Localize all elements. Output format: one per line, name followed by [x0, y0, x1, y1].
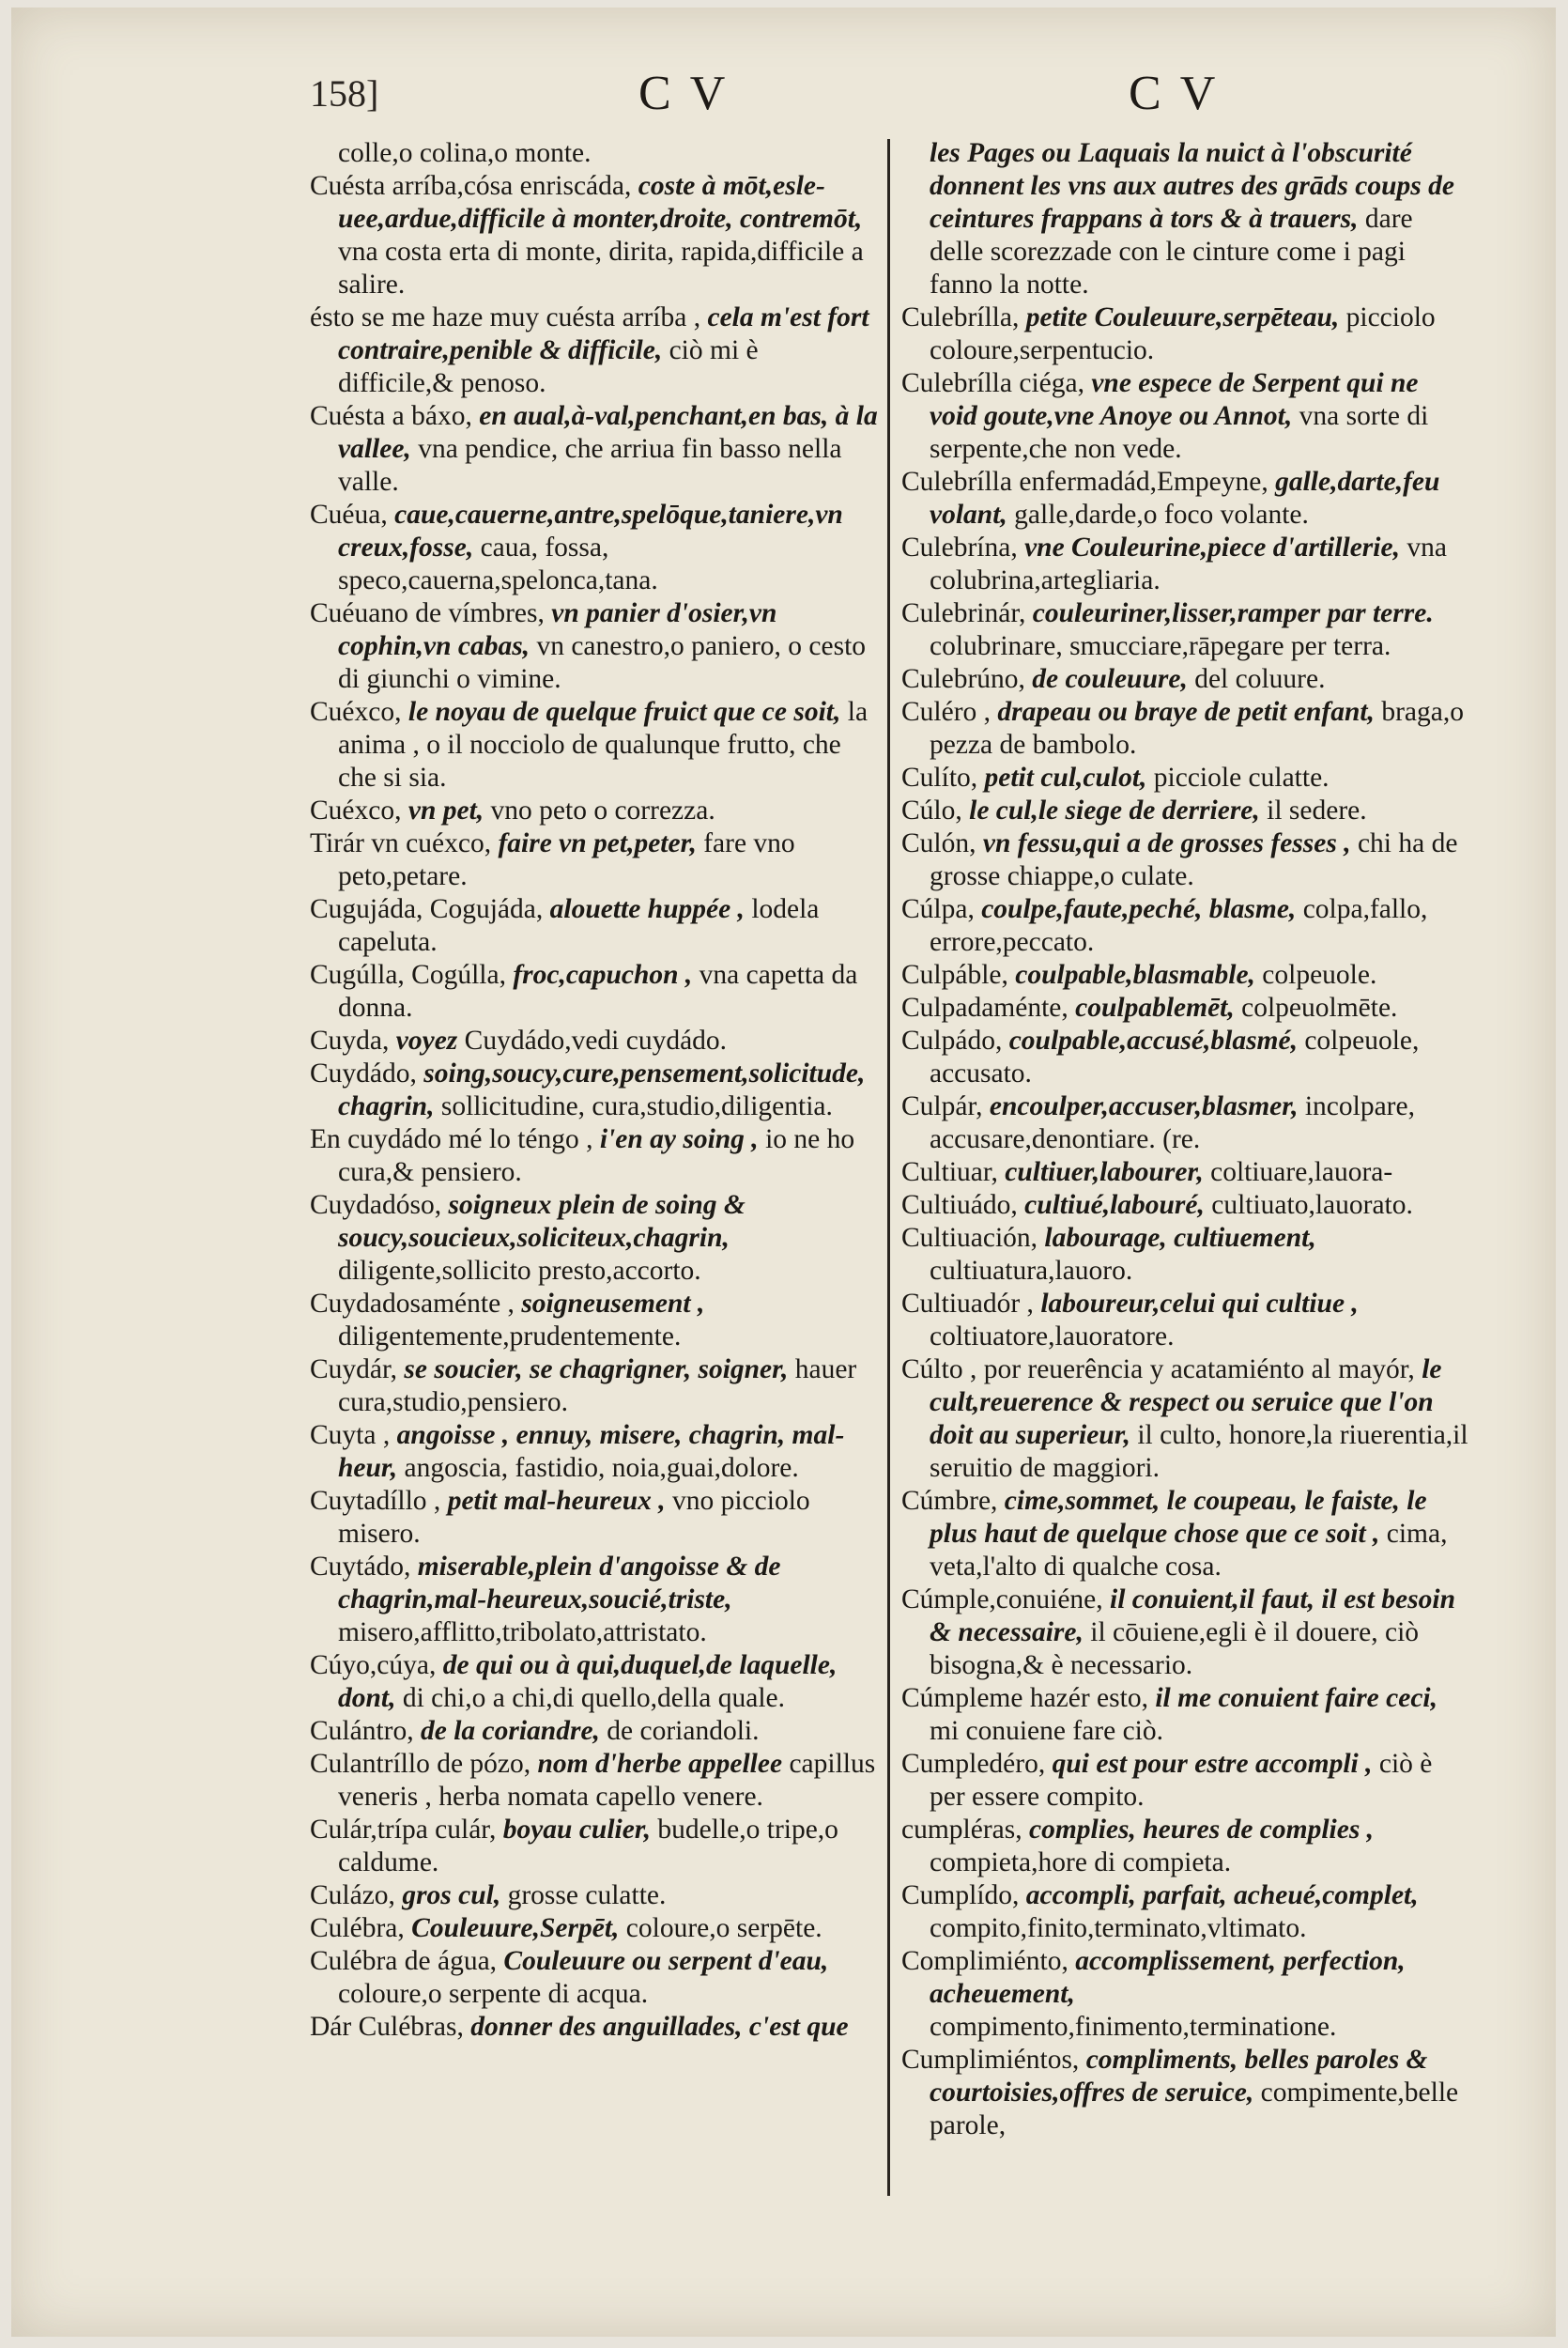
column-divider: [887, 139, 890, 2196]
italian-gloss: il cōuiene,egli è il douere, ciò bisogna,& è necessario.: [930, 1617, 1420, 1680]
headword: Cuéuano de vímbres,: [310, 598, 552, 628]
french-gloss: galle,darte,feu volant,: [930, 467, 1440, 530]
french-gloss: Couleuure,Serpēt,: [411, 1913, 626, 1943]
headword: Culéro ,: [901, 697, 998, 727]
french-gloss: accompli, parfait, acheué,complet,: [1025, 1880, 1419, 1910]
headword: Cúmbre,: [901, 1486, 1005, 1516]
headword: Cuytádo,: [310, 1552, 418, 1582]
dictionary-entry: [310, 499, 881, 597]
italian-gloss: vna capetta da donna.: [338, 960, 858, 1023]
dictionary-entry: [310, 1058, 881, 1123]
french-gloss: se soucier, se chagrigner, soigner,: [404, 1354, 795, 1384]
french-gloss: cime,sommet, le coupeau, le faiste, le plus haut de quelque chose que ce soit ,: [930, 1486, 1427, 1549]
headword: Cuydár,: [310, 1354, 405, 1384]
french-gloss: il conuient,il faut, il est besoin & necessaire,: [930, 1584, 1455, 1647]
dictionary-entry: [310, 1715, 881, 1748]
headword: Culíto,: [901, 763, 985, 793]
dictionary-entry: [901, 1682, 1472, 1748]
french-gloss: voyez: [395, 1026, 465, 1056]
french-gloss: encoulper,accuser,blasmer,: [989, 1091, 1305, 1121]
headword: Culebrílla ciéga,: [901, 368, 1092, 398]
french-gloss: cultiuer,labourer,: [1005, 1157, 1211, 1187]
headword: Cuydádo,: [310, 1058, 424, 1089]
french-gloss: en aual,à-val,penchant,en bas, à la vallee,: [338, 401, 878, 464]
italian-gloss: vno peto o correzza.: [490, 796, 715, 826]
dictionary-entry: [901, 1583, 1472, 1682]
italian-gloss: io ne ho cura,& pensiero.: [338, 1124, 855, 1187]
dictionary-entry: [901, 466, 1472, 532]
french-gloss: vne Couleurine,piece d'artillerie,: [1024, 533, 1407, 563]
french-gloss: coulpable,blasmable,: [1015, 960, 1263, 990]
french-gloss: cela m'est fort contraire,penible & difficile,: [338, 302, 869, 365]
dictionary-entry: [310, 1814, 881, 1879]
french-gloss: labourage, cultiuement,: [1044, 1223, 1316, 1253]
headword: Cuéua,: [310, 500, 395, 530]
headword: Culázo,: [310, 1880, 403, 1910]
french-gloss: complies, heures de complies ,: [1028, 1815, 1375, 1845]
french-gloss: miserable,plein d'angoisse & de chagrin,mal-heureux,soucié,triste,: [338, 1552, 781, 1614]
dictionary-entry: [310, 137, 881, 170]
headword: Dár Culébras,: [310, 2012, 471, 2042]
french-gloss: vn panier d'osier,vn cophin,vn cabas,: [338, 598, 777, 661]
headword: Cúmple,conuiéne,: [901, 1584, 1111, 1614]
book-page: [11, 8, 1556, 2337]
italian-gloss: lodela capeluta.: [338, 894, 820, 957]
headword: Cultiuar,: [901, 1157, 1006, 1187]
headword: Culár,trípa culár,: [310, 1815, 503, 1845]
italian-gloss: galle,darde,o foco volante.: [1014, 500, 1309, 530]
italian-gloss: compimente,belle parole,: [930, 2078, 1459, 2140]
dictionary-entry: [901, 137, 1472, 301]
headword: Cuyda,: [310, 1026, 396, 1056]
headword: Culebrúno,: [901, 664, 1033, 694]
french-gloss: alouette huppée ,: [549, 894, 752, 924]
french-gloss: de la coriandre,: [421, 1716, 607, 1746]
dictionary-entry: [901, 1025, 1472, 1090]
french-gloss: couleuriner,lisser,ramper par terre.: [1032, 598, 1434, 628]
french-gloss: petite Couleuure,serpēteau,: [1025, 302, 1346, 332]
french-gloss: boyau culier,: [502, 1815, 658, 1845]
dictionary-entry: [901, 1090, 1472, 1156]
french-gloss: le cult,reuerence & respect ou seruice que l'on doit au superieur,: [930, 1354, 1442, 1450]
left-column: [310, 137, 881, 2194]
italian-gloss: vna costa erta di monte, dirita, rapida,difficile a salire.: [338, 237, 864, 300]
dictionary-entry: [901, 1945, 1472, 2044]
dictionary-entry: [901, 992, 1472, 1025]
italian-gloss: grosse culatte.: [507, 1880, 667, 1910]
dictionary-entry: [310, 400, 881, 499]
french-gloss: froc,capuchon ,: [513, 960, 699, 990]
french-gloss: le noyau de quelque fruict que ce soit,: [407, 697, 848, 727]
headword: Culpáble,: [901, 960, 1016, 990]
french-gloss: de couleuure,: [1032, 664, 1195, 694]
french-gloss: laboureur,celui qui cultiue ,: [1040, 1289, 1359, 1319]
page-number: 158]: [310, 72, 379, 115]
french-gloss: coulpablemēt,: [1075, 993, 1242, 1023]
italian-gloss: vna colubrina,artegliaria.: [930, 533, 1447, 595]
french-gloss: il me conuient faire ceci,: [1155, 1683, 1438, 1713]
dictionary-entry: [901, 696, 1472, 762]
french-gloss: de qui ou à qui,duquel,de laquelle, dont,: [338, 1650, 838, 1713]
dictionary-entry: [310, 1945, 881, 2011]
french-gloss: coulpable,accusé,blasmé,: [1008, 1026, 1305, 1056]
italian-gloss: misero,afflitto,tribolato,attristato.: [338, 1617, 707, 1647]
dictionary-entry: [310, 1879, 881, 1912]
italian-gloss: budelle,o tripe,o caldume.: [338, 1815, 838, 1877]
italian-gloss: picciole culatte.: [1153, 763, 1330, 793]
italian-gloss: coloure,o serpēte.: [625, 1913, 822, 1943]
dictionary-entry: [310, 1551, 881, 1649]
headword: Cúlpa,: [901, 894, 982, 924]
headword: ésto se me haze muy cuésta arríba ,: [310, 302, 708, 332]
headword: Cuydadosaménte ,: [310, 1289, 522, 1319]
dictionary-entry: [901, 663, 1472, 696]
headword: Culántro,: [310, 1716, 421, 1746]
headword: Cúlo,: [901, 796, 970, 826]
italian-gloss: picciolo coloure,serpentucio.: [930, 302, 1436, 365]
headword: Cuésta arríba,cósa enriscáda,: [310, 171, 638, 201]
headword: Culón,: [901, 828, 983, 858]
dictionary-entry: [901, 367, 1472, 466]
french-gloss: vne espece de Serpent qui ne void goute,vne Anoye ou Annot,: [930, 368, 1419, 431]
dictionary-entry: [310, 301, 881, 400]
dictionary-entry: [310, 1123, 881, 1189]
dictionary-entry: [901, 1189, 1472, 1222]
headword: Cugujáda, Cogujáda,: [310, 894, 550, 924]
italian-gloss: vna pendice, che arriua fin basso nella valle.: [338, 434, 842, 497]
italian-gloss: cultiuato,lauorato.: [1211, 1190, 1413, 1220]
italian-gloss: diligente,sollicito presto,accorto.: [338, 1256, 701, 1286]
headword: Cultiuádo,: [901, 1190, 1025, 1220]
dictionary-entry: [901, 597, 1472, 663]
dictionary-entry: [901, 1748, 1472, 1814]
french-gloss: nom d'herbe appellee: [537, 1749, 790, 1779]
italian-gloss: il sedere.: [1267, 796, 1367, 826]
headword: Culebrinár,: [901, 598, 1033, 628]
italian-gloss: colubrinare, smucciare,rāpegare per terra.: [930, 631, 1391, 661]
headword: Cuésta a báxo,: [310, 401, 480, 431]
italian-gloss: colpeuole, accusato.: [930, 1026, 1420, 1089]
dictionary-entry: [901, 827, 1472, 893]
french-gloss: caue,cauerne,antre,spelōque,taniere,vn creux,fosse,: [338, 500, 843, 563]
dictionary-entry: [901, 795, 1472, 827]
dictionary-entry: [901, 959, 1472, 992]
french-gloss: cultiué,labouré,: [1024, 1190, 1212, 1220]
italian-gloss: colpeuole.: [1262, 960, 1377, 990]
french-gloss: soigneux plein de soing & soucy,soucieux,soliciteux,chagrin,: [338, 1190, 746, 1253]
italian-gloss: coltiuare,lauora-: [1210, 1157, 1393, 1187]
dictionary-entry: [901, 532, 1472, 597]
headword: Cuéxco,: [310, 796, 408, 826]
italian-gloss: compito,finito,terminato,vltimato.: [930, 1913, 1307, 1943]
headword: Culpár,: [901, 1091, 990, 1121]
italian-gloss: coloure,o serpente di acqua.: [338, 1979, 649, 2009]
headword: Culpádo,: [901, 1026, 1009, 1056]
dictionary-entry: [901, 1353, 1472, 1485]
italian-gloss: angoscia, fastidio, noia,guai,dolore.: [404, 1453, 799, 1483]
italian-gloss: vna sorte di serpente,che non vede.: [930, 401, 1429, 464]
headword: Cúlto , por reuerência y acatamiénto al mayór,: [901, 1354, 1422, 1384]
headword: Cultiuadór ,: [901, 1289, 1041, 1319]
italian-gloss: vn canestro,o paniero, o cesto di giunchi o vimine.: [338, 631, 867, 694]
dictionary-entry: [901, 893, 1472, 959]
french-gloss: donner des anguillades, c'est que: [470, 2012, 849, 2042]
headword: Complimiénto,: [901, 1946, 1076, 1976]
french-gloss: les Pages ou Laquais la nuict à l'obscurité donnent les vns aux autres des grāds coups de ceintures frappans à tors & à trauers,: [930, 138, 1454, 234]
dictionary-entry: [901, 301, 1472, 367]
headword: Culebrílla enfermadád,Empeyne,: [901, 467, 1276, 497]
page-header: [11, 67, 1556, 137]
headword: En cuydádo mé lo téngo ,: [310, 1124, 600, 1154]
french-gloss: le cul,le siege de derriere,: [969, 796, 1268, 826]
headword: Cuyta ,: [310, 1420, 397, 1450]
italian-gloss: Cuydádo,vedi cuydádo.: [464, 1026, 728, 1056]
headword: Culébra,: [310, 1913, 412, 1943]
french-gloss: coste à mōt,esle-uee,ardue,difficile à monter,droite, contremōt,: [338, 171, 863, 234]
french-gloss: gros cul,: [402, 1880, 508, 1910]
headword: cumpléras,: [901, 1815, 1029, 1845]
italian-gloss: incolpare, accusare,denontiare. (re.: [930, 1091, 1415, 1154]
dictionary-entry: [310, 696, 881, 795]
dictionary-entry: [310, 1353, 881, 1419]
italian-gloss: la anima , o il nocciolo de qualunque frutto, che che si sia.: [338, 697, 869, 793]
french-gloss: vn pet,: [407, 796, 491, 826]
headword: Cúyo,cúya,: [310, 1650, 443, 1680]
italian-gloss: mi conuiene fare ciò.: [930, 1716, 1163, 1746]
italian-gloss: vno picciolo misero.: [338, 1486, 810, 1549]
italian-gloss: fare vno peto,petare.: [338, 828, 795, 891]
dictionary-entry: [901, 1879, 1472, 1945]
italian-gloss: colpa,fallo, errore,peccato.: [930, 894, 1428, 957]
dictionary-entry: [901, 762, 1472, 795]
french-gloss: drapeau ou braye de petit enfant,: [997, 697, 1382, 727]
headword: Culantríllo de pózo,: [310, 1749, 538, 1779]
italian-gloss: braga,o pezza de bambolo.: [930, 697, 1464, 760]
italian-gloss: capillus veneris , herba nomata capello venere.: [338, 1749, 876, 1812]
headword: Cumplimiéntos,: [901, 2045, 1086, 2075]
italian-gloss: chi ha de grosse chiappe,o culate.: [930, 828, 1458, 891]
italian-gloss: compieta,hore di compieta.: [930, 1847, 1232, 1877]
dictionary-entry: [310, 1748, 881, 1814]
italian-gloss: cima, veta,l'alto di qualche cosa.: [930, 1519, 1448, 1582]
dictionary-entry: [310, 959, 881, 1025]
italian-gloss: ciò è per essere compito.: [930, 1749, 1433, 1812]
dictionary-entry: [901, 2044, 1472, 2142]
headword: colle,o colina,o monte.: [338, 138, 592, 168]
french-gloss: Couleuure ou serpent d'eau,: [503, 1946, 829, 1976]
italian-gloss: caua, fossa, speco,cauerna,spelonca,tana.: [338, 533, 658, 595]
french-gloss: soing,soucy,cure,pensement,solicitude, chagrin,: [338, 1058, 866, 1121]
dictionary-entry: [310, 597, 881, 696]
right-column: [901, 137, 1472, 2194]
dictionary-entry: [310, 170, 881, 301]
headword: Cuytadíllo ,: [310, 1486, 448, 1516]
headword: Cumplído,: [901, 1880, 1026, 1910]
italian-gloss: sollicitudine, cura,studio,diligentia.: [440, 1091, 833, 1121]
italian-gloss: del coluure.: [1194, 664, 1326, 694]
left-column-head: C V: [638, 67, 730, 120]
french-gloss: i'en ay soing ,: [599, 1124, 766, 1154]
french-gloss: petit mal-heureux ,: [447, 1486, 672, 1516]
headword: Cumpledéro,: [901, 1749, 1053, 1779]
italian-gloss: de coriandoli.: [607, 1716, 760, 1746]
french-gloss: vn fessu,qui a de grosses fesses ,: [982, 828, 1358, 858]
french-gloss: angoisse , ennuy, misere, chagrin, mal-heur,: [338, 1420, 845, 1483]
dictionary-entry: [310, 827, 881, 893]
headword: Cuéxco,: [310, 697, 408, 727]
headword: Cuydadóso,: [310, 1190, 449, 1220]
dictionary-entry: [310, 1485, 881, 1551]
italian-gloss: compimento,finimento,terminatione.: [930, 2012, 1337, 2042]
italian-gloss: il culto, honore,la riuerentia,il seruitio de maggiori.: [930, 1420, 1468, 1483]
headword: Tirár vn cuéxco,: [310, 828, 499, 858]
headword: Culpadaménte,: [901, 993, 1076, 1023]
headword: Cugúlla, Cogúlla,: [310, 960, 514, 990]
headword: Cultiuación,: [901, 1223, 1045, 1253]
dictionary-entry: [901, 1814, 1472, 1879]
dictionary-entry: [310, 1025, 881, 1058]
headword: Culébra de água,: [310, 1946, 504, 1976]
french-gloss: accomplissement, perfection, acheuement,: [930, 1946, 1406, 2009]
french-gloss: soigneusement ,: [521, 1289, 705, 1319]
dictionary-entry: [310, 1189, 881, 1288]
headword: Culebrína,: [901, 533, 1025, 563]
french-gloss: faire vn pet,peter,: [498, 828, 704, 858]
headword: Culebrílla,: [901, 302, 1026, 332]
dictionary-entry: [310, 1912, 881, 1945]
dictionary-entry: [901, 1485, 1472, 1583]
right-column-head: C V: [1129, 67, 1220, 120]
dictionary-entry: [901, 1156, 1472, 1189]
french-gloss: compliments, belles paroles & courtoisies,offres de seruice,: [930, 2045, 1428, 2108]
french-gloss: petit cul,culot,: [984, 763, 1154, 793]
dictionary-entry: [310, 893, 881, 959]
italian-gloss: colpeuolmēte.: [1241, 993, 1398, 1023]
italian-gloss: dare delle scorezzade con le cinture come i pagi fanno la notte.: [930, 204, 1413, 300]
italian-gloss: ciò mi è difficile,& penoso.: [338, 335, 759, 398]
italian-gloss: diligentemente,prudentemente.: [338, 1321, 682, 1352]
dictionary-entry: [901, 1288, 1472, 1353]
french-gloss: coulpe,faute,peché, blasme,: [981, 894, 1303, 924]
french-gloss: qui est pour estre accompli ,: [1052, 1749, 1379, 1779]
dictionary-entry: [310, 1649, 881, 1715]
italian-gloss: cultiuatura,lauoro.: [930, 1256, 1133, 1286]
headword: Cúmpleme hazér esto,: [901, 1683, 1156, 1713]
italian-gloss: coltiuatore,lauoratore.: [930, 1321, 1175, 1352]
dictionary-entry: [310, 2011, 881, 2044]
dictionary-entry: [310, 1419, 881, 1485]
italian-gloss: hauer cura,studio,pensiero.: [338, 1354, 857, 1417]
dictionary-entry: [310, 1288, 881, 1353]
dictionary-entry: [901, 1222, 1472, 1288]
italian-gloss: di chi,o a chi,di quello,della quale.: [402, 1683, 785, 1713]
dictionary-entry: [310, 795, 881, 827]
